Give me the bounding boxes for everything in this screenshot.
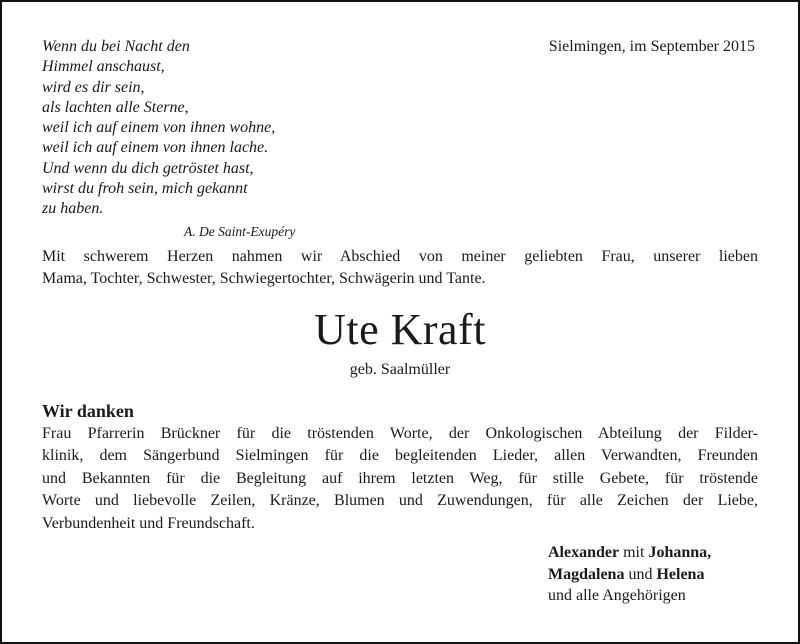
poem-line: Wenn du bei Nacht den (42, 38, 190, 55)
intro-line: Mama, Tochter, Schwester, Schwiegertochter, Schwägerin und Tante. (42, 270, 486, 287)
intro-text (42, 246, 758, 290)
signature-conjunction: und (628, 565, 653, 583)
thanks-line: Verbundenheit und Freundschaft. (42, 514, 255, 532)
thanks-heading: Wir danken (42, 401, 134, 421)
signer-name: Magdalena (548, 565, 625, 583)
thanks-line: klinik, dem Sängerbund Sielmingen für die begleitenden Lieder, allen Verwandten, Freunden (42, 447, 758, 465)
poem-author: A. De Saint-Exupéry (184, 223, 296, 239)
thanks-line: Worte und liebevolle Zeilen, Kränze, Blumen und Zuwendungen, für alle Zeichen der Liebe, (42, 492, 758, 510)
signature (548, 542, 711, 607)
deceased-name: Ute Kraft (314, 305, 486, 354)
place-date: Sielmingen, im September 2015 (548, 38, 755, 55)
signature-closing: und alle Angehörigen (548, 587, 686, 604)
intro-line: Mit schwerem Herzen nahmen wir Abschied von meiner geliebten Frau, unserer lieben (42, 248, 758, 265)
poem-line: Himmel anschaust, (42, 58, 165, 76)
signature-line (548, 564, 711, 586)
birth-name: geb. Saalmüller (349, 361, 451, 378)
poem-line: Und wenn du dich getröstet hast, (42, 159, 254, 177)
poem-line: als lachten alle Sterne, (42, 98, 189, 116)
poem-line: wirst du froh sein, mich gekannt (42, 180, 248, 198)
thanks-line: Frau Pfarrerin Brückner für die tröstenden Worte, der Onkologischen Abteilung der Filder- (42, 425, 758, 442)
poem-line: zu haben. (42, 200, 104, 218)
signature-line (548, 542, 711, 564)
poem-line: weil ich auf einem von ihnen lache. (42, 139, 269, 157)
signature-conjunction: mit (623, 544, 645, 561)
poem (42, 37, 295, 242)
thanks-line: und Bekannten für die Begleitung auf ihrem letzten Weg, für stille Gebete, für tröstende (42, 469, 758, 487)
signer-name: Johanna, (648, 544, 712, 561)
thanks-text (42, 423, 758, 535)
poem-line: wird es dir sein, (42, 78, 145, 96)
signer-name: Helena (656, 565, 705, 583)
poem-line: weil ich auf einem von ihnen wohne, (42, 119, 276, 137)
signer-name: Alexander (548, 544, 620, 561)
